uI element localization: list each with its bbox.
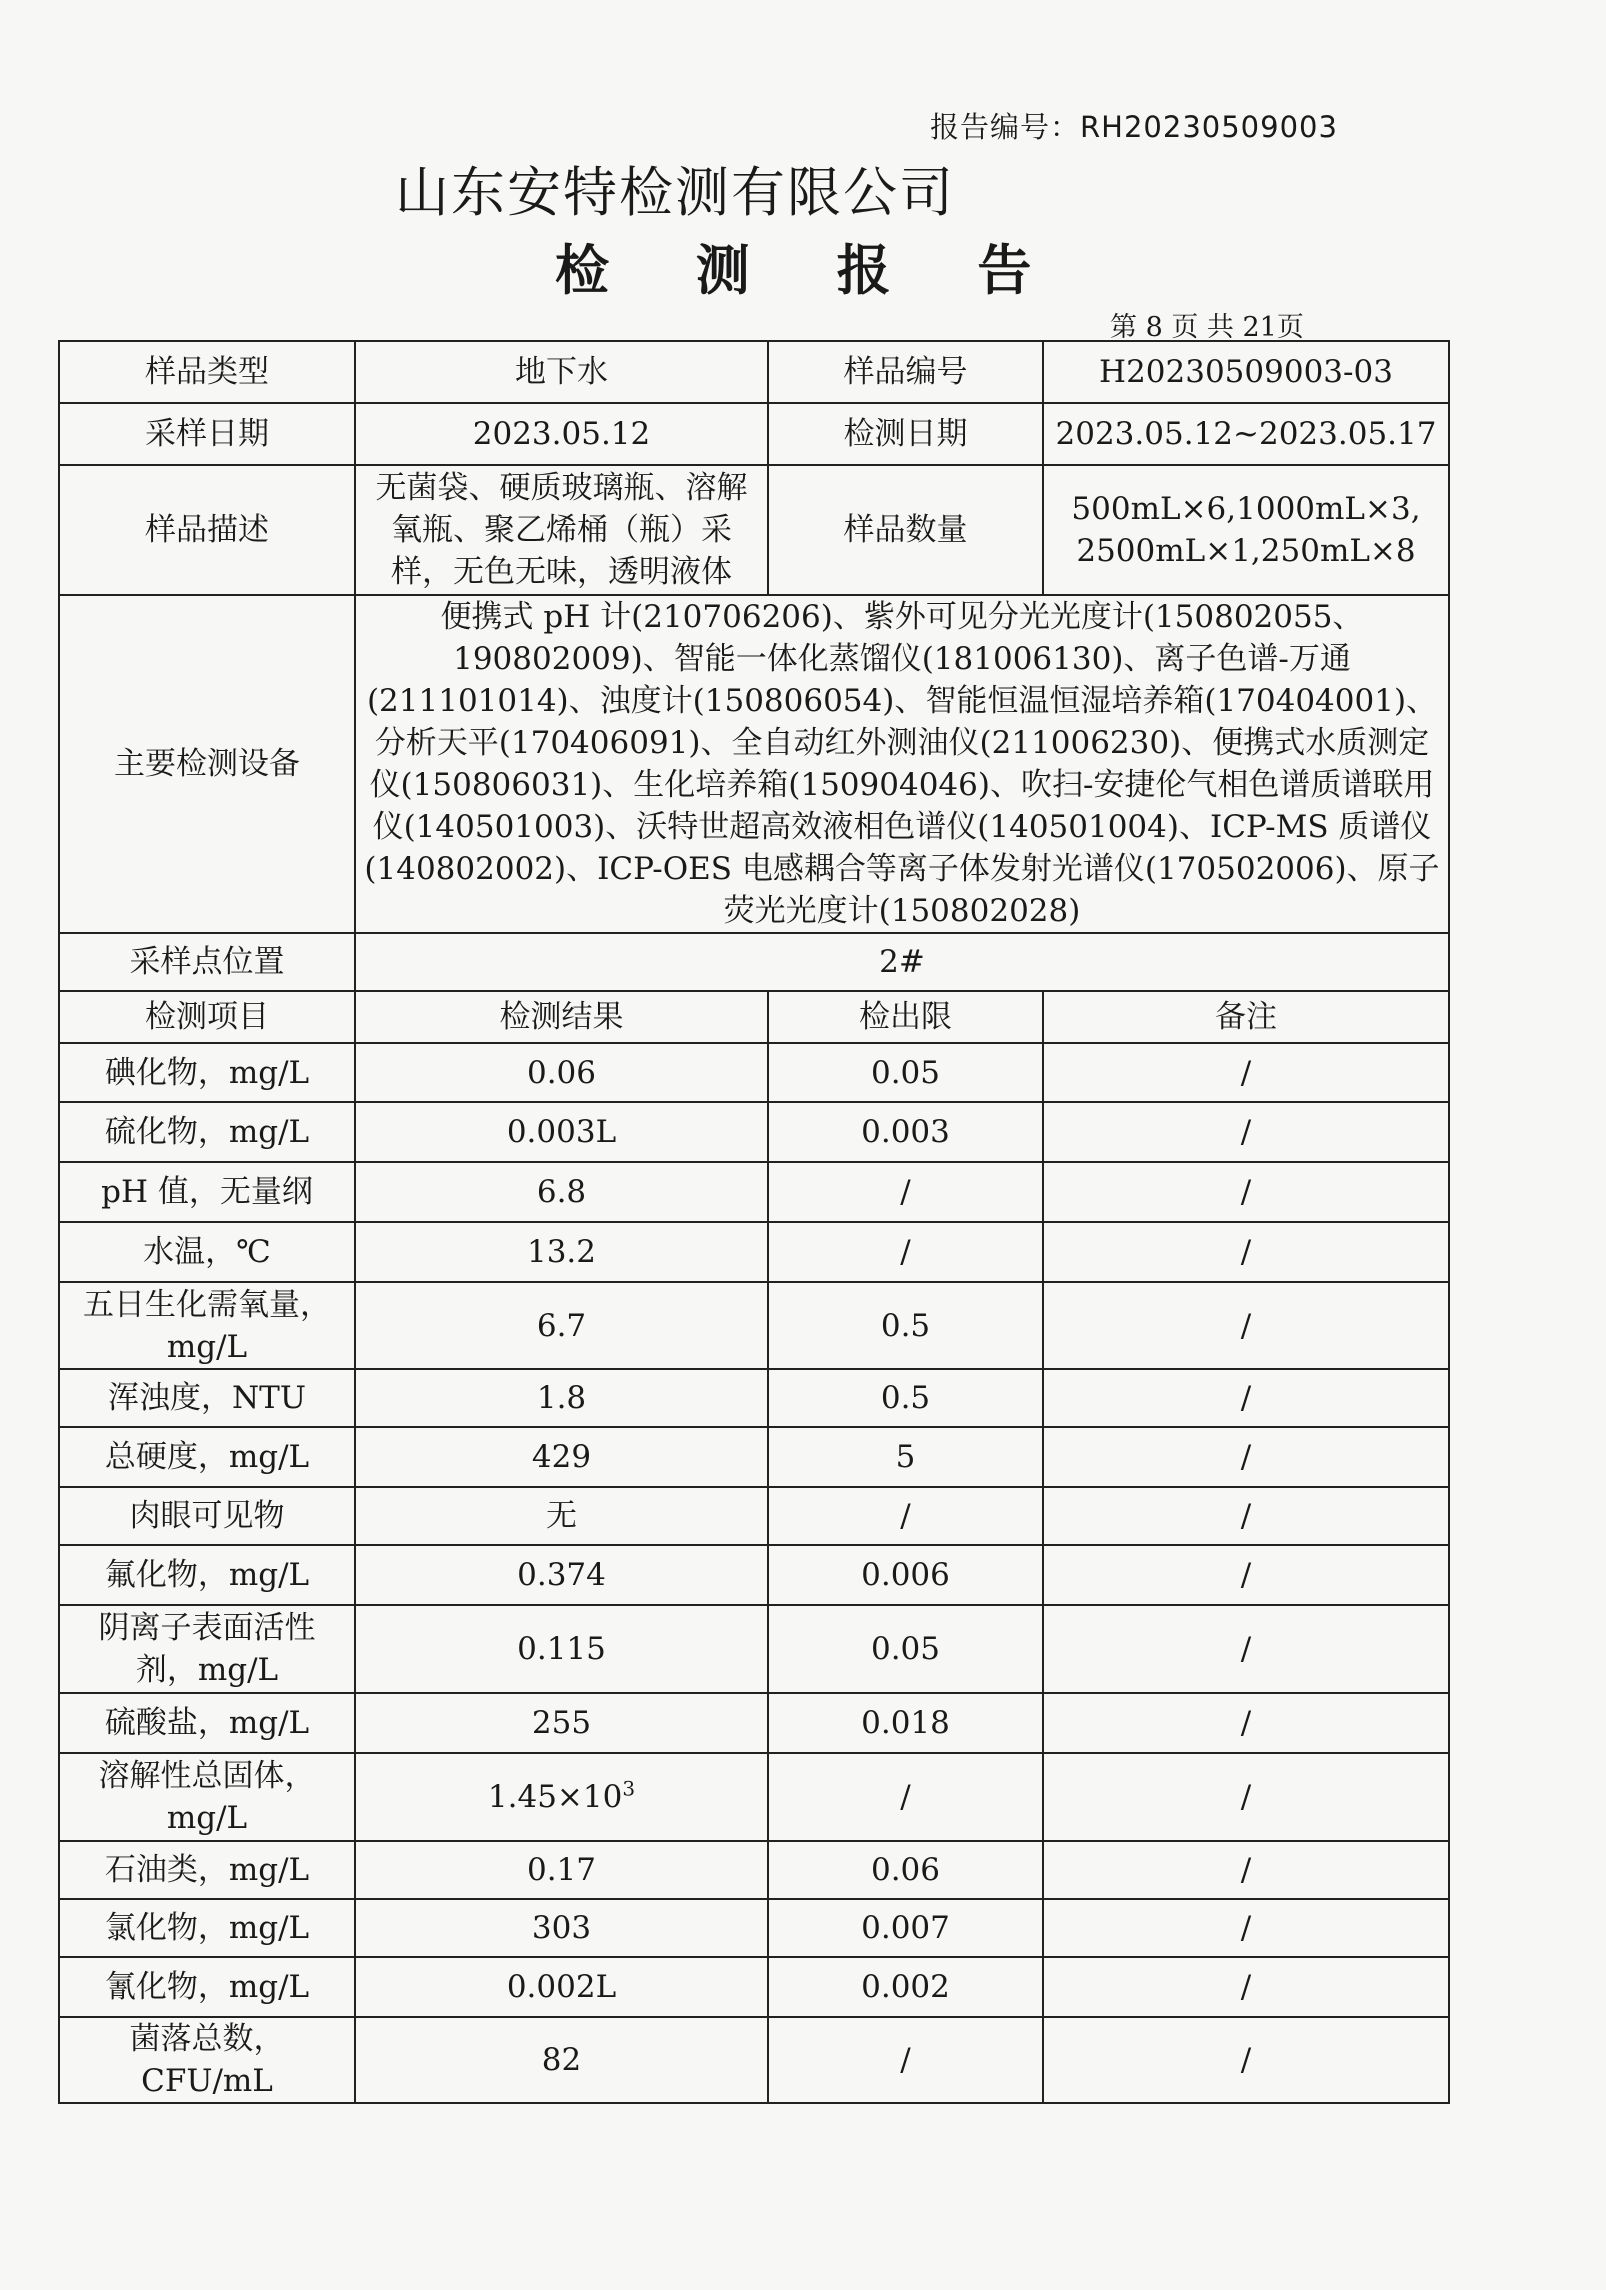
report-table — [58, 340, 1450, 2104]
report-title: 检 测 报 告 — [555, 239, 1066, 302]
item-cell — [59, 2017, 355, 2103]
remark-cell: / — [1043, 1369, 1449, 1427]
table-row — [59, 2017, 1449, 2103]
limit-cell: 0.007 — [768, 1899, 1043, 1957]
result-cell: 无 — [355, 1487, 768, 1545]
table-row — [59, 1841, 1449, 1899]
limit-cell: 0.006 — [768, 1545, 1043, 1605]
col-header-result: 检测结果 — [355, 991, 768, 1043]
result-cell: 13.2 — [355, 1222, 768, 1282]
table-row — [59, 1162, 1449, 1222]
limit-cell: 0.5 — [768, 1282, 1043, 1369]
col-header-remark: 备注 — [1043, 991, 1449, 1043]
limit-cell: 0.06 — [768, 1841, 1043, 1899]
limit-cell: 0.018 — [768, 1693, 1043, 1753]
info-row-dates — [59, 403, 1449, 465]
description-value: 无菌袋、硬质玻璃瓶、溶解氧瓶、聚乙烯桶（瓶）采样，无色无味，透明液体 — [355, 465, 768, 595]
limit-cell: / — [768, 1162, 1043, 1222]
result-cell: 255 — [355, 1693, 768, 1753]
table-row — [59, 1957, 1449, 2017]
result-exponent: 3 — [622, 1776, 636, 1801]
table-row — [59, 1102, 1449, 1162]
result-base: 1.45×10 — [487, 1779, 623, 1815]
result-cell: 0.002L — [355, 1957, 768, 2017]
result-cell: 0.003L — [355, 1102, 768, 1162]
result-cell: 0.374 — [355, 1545, 768, 1605]
item-line-1: 菌落总数， — [129, 2021, 285, 2057]
page-indicator: 第 8 页 共 21页 — [1110, 312, 1304, 343]
item-line-2: 剂，mg/L — [135, 1652, 279, 1688]
result-cell: 303 — [355, 1899, 768, 1957]
test-date-value: 2023.05.12~2023.05.17 — [1043, 403, 1449, 465]
location-label: 采样点位置 — [59, 933, 355, 991]
item-cell: 浑浊度，NTU — [59, 1369, 355, 1427]
item-line-2: mg/L — [166, 1800, 248, 1836]
result-cell: 0.115 — [355, 1605, 768, 1693]
table-row — [59, 1693, 1449, 1753]
report-number — [930, 105, 1338, 146]
item-cell: 石油类，mg/L — [59, 1841, 355, 1899]
limit-cell: / — [768, 2017, 1043, 2103]
column-header-row — [59, 991, 1449, 1043]
table-row — [59, 1222, 1449, 1282]
limit-cell: 0.002 — [768, 1957, 1043, 2017]
result-cell: 82 — [355, 2017, 768, 2103]
equipment-label: 主要检测设备 — [59, 595, 355, 933]
item-cell: 硫化物，mg/L — [59, 1102, 355, 1162]
info-row-equipment — [59, 595, 1449, 933]
report-number-label: 报告编号： — [930, 110, 1081, 144]
table-row — [59, 1753, 1449, 1841]
item-cell: 氟化物，mg/L — [59, 1545, 355, 1605]
table-row — [59, 1605, 1449, 1693]
test-date-label: 检测日期 — [768, 403, 1043, 465]
item-line-1: 五日生化需氧量， — [83, 1286, 331, 1323]
sample-type-label: 样品类型 — [59, 341, 355, 403]
table-row — [59, 1282, 1449, 1369]
col-header-limit: 检出限 — [768, 991, 1043, 1043]
result-cell: 429 — [355, 1427, 768, 1487]
quantity-line-2: 2500mL×1,250mL×8 — [1076, 533, 1416, 569]
item-cell: 硫酸盐，mg/L — [59, 1693, 355, 1753]
item-cell: 氯化物，mg/L — [59, 1899, 355, 1957]
remark-cell: / — [1043, 1899, 1449, 1957]
item-cell: 总硬度，mg/L — [59, 1427, 355, 1487]
remark-cell: / — [1043, 1753, 1449, 1841]
description-label: 样品描述 — [59, 465, 355, 595]
limit-cell: 0.05 — [768, 1605, 1043, 1693]
remark-cell: / — [1043, 1427, 1449, 1487]
item-line-1: 溶解性总固体， — [98, 1758, 316, 1794]
limit-cell: / — [768, 1222, 1043, 1282]
equipment-list: 便携式 pH 计(210706206)、紫外可见分光光度计(150802055、190802009)、智能一体化蒸馏仪(181006130)、离子色谱-万通(211101014)、浊度计(150806054)、智能恒温恒湿培养箱(170404001)、分析天平(170406091)、全自动红外测油仪(211006230)、便携式水质测定仪(150806031)、生化培养箱(150904046)、吹扫-安捷伦气相色谱质谱联用仪(140501003)、沃特世超高效液相色谱仪(140501004)、ICP-MS 质谱仪(140802002)、ICP-OES 电感耦合等离子体发射光谱仪(170502006)、原子荧光光度计(150802028) — [355, 595, 1449, 933]
result-cell: 6.8 — [355, 1162, 768, 1222]
remark-cell: / — [1043, 1545, 1449, 1605]
report-number-value: RH20230509003 — [1080, 110, 1338, 144]
quantity-label: 样品数量 — [768, 465, 1043, 595]
remark-cell: / — [1043, 1222, 1449, 1282]
item-line-1: 阴离子表面活性 — [98, 1610, 316, 1646]
limit-cell: 0.003 — [768, 1102, 1043, 1162]
table-row — [59, 1427, 1449, 1487]
sampling-date-label: 采样日期 — [59, 403, 355, 465]
col-header-item: 检测项目 — [59, 991, 355, 1043]
remark-cell: / — [1043, 1693, 1449, 1753]
table-row — [59, 1545, 1449, 1605]
remark-cell: / — [1043, 1162, 1449, 1222]
remark-cell: / — [1043, 1957, 1449, 2017]
item-cell — [59, 1753, 355, 1841]
remark-cell: / — [1043, 1841, 1449, 1899]
info-row-sample-type — [59, 341, 1449, 403]
info-row-location — [59, 933, 1449, 991]
limit-cell: 0.5 — [768, 1369, 1043, 1427]
item-cell — [59, 1282, 355, 1369]
remark-cell: / — [1043, 1282, 1449, 1369]
item-cell: 碘化物，mg/L — [59, 1043, 355, 1102]
item-line-2: CFU/mL — [141, 2063, 273, 2099]
remark-cell: / — [1043, 1605, 1449, 1693]
quantity-value — [1043, 465, 1449, 595]
location-value: 2# — [355, 933, 1449, 991]
table-row — [59, 1487, 1449, 1545]
result-cell: 0.17 — [355, 1841, 768, 1899]
table-row — [59, 1369, 1449, 1427]
item-cell: pH 值，无量纲 — [59, 1162, 355, 1222]
result-cell: 1.8 — [355, 1369, 768, 1427]
item-cell: 肉眼可见物 — [59, 1487, 355, 1545]
remark-cell: / — [1043, 1487, 1449, 1545]
sample-no-label: 样品编号 — [768, 341, 1043, 403]
limit-cell: / — [768, 1753, 1043, 1841]
company-name: 山东安特检测有限公司 — [395, 161, 955, 224]
result-cell: 0.06 — [355, 1043, 768, 1102]
item-cell: 氰化物，mg/L — [59, 1957, 355, 2017]
limit-cell: 5 — [768, 1427, 1043, 1487]
limit-cell: 0.05 — [768, 1043, 1043, 1102]
info-row-description — [59, 465, 1449, 595]
quantity-line-1: 500mL×6,1000mL×3, — [1071, 491, 1421, 527]
remark-cell: / — [1043, 1043, 1449, 1102]
remark-cell: / — [1043, 2017, 1449, 2103]
limit-cell: / — [768, 1487, 1043, 1545]
table-row — [59, 1899, 1449, 1957]
sampling-date-value: 2023.05.12 — [355, 403, 768, 465]
item-cell: 水温，℃ — [59, 1222, 355, 1282]
result-cell — [355, 1753, 768, 1841]
remark-cell: / — [1043, 1102, 1449, 1162]
sample-type-value: 地下水 — [355, 341, 768, 403]
sample-no-value: H20230509003-03 — [1043, 341, 1449, 403]
result-cell: 6.7 — [355, 1282, 768, 1369]
table-row — [59, 1043, 1449, 1102]
item-cell — [59, 1605, 355, 1693]
item-line-2: mg/L — [166, 1328, 248, 1365]
